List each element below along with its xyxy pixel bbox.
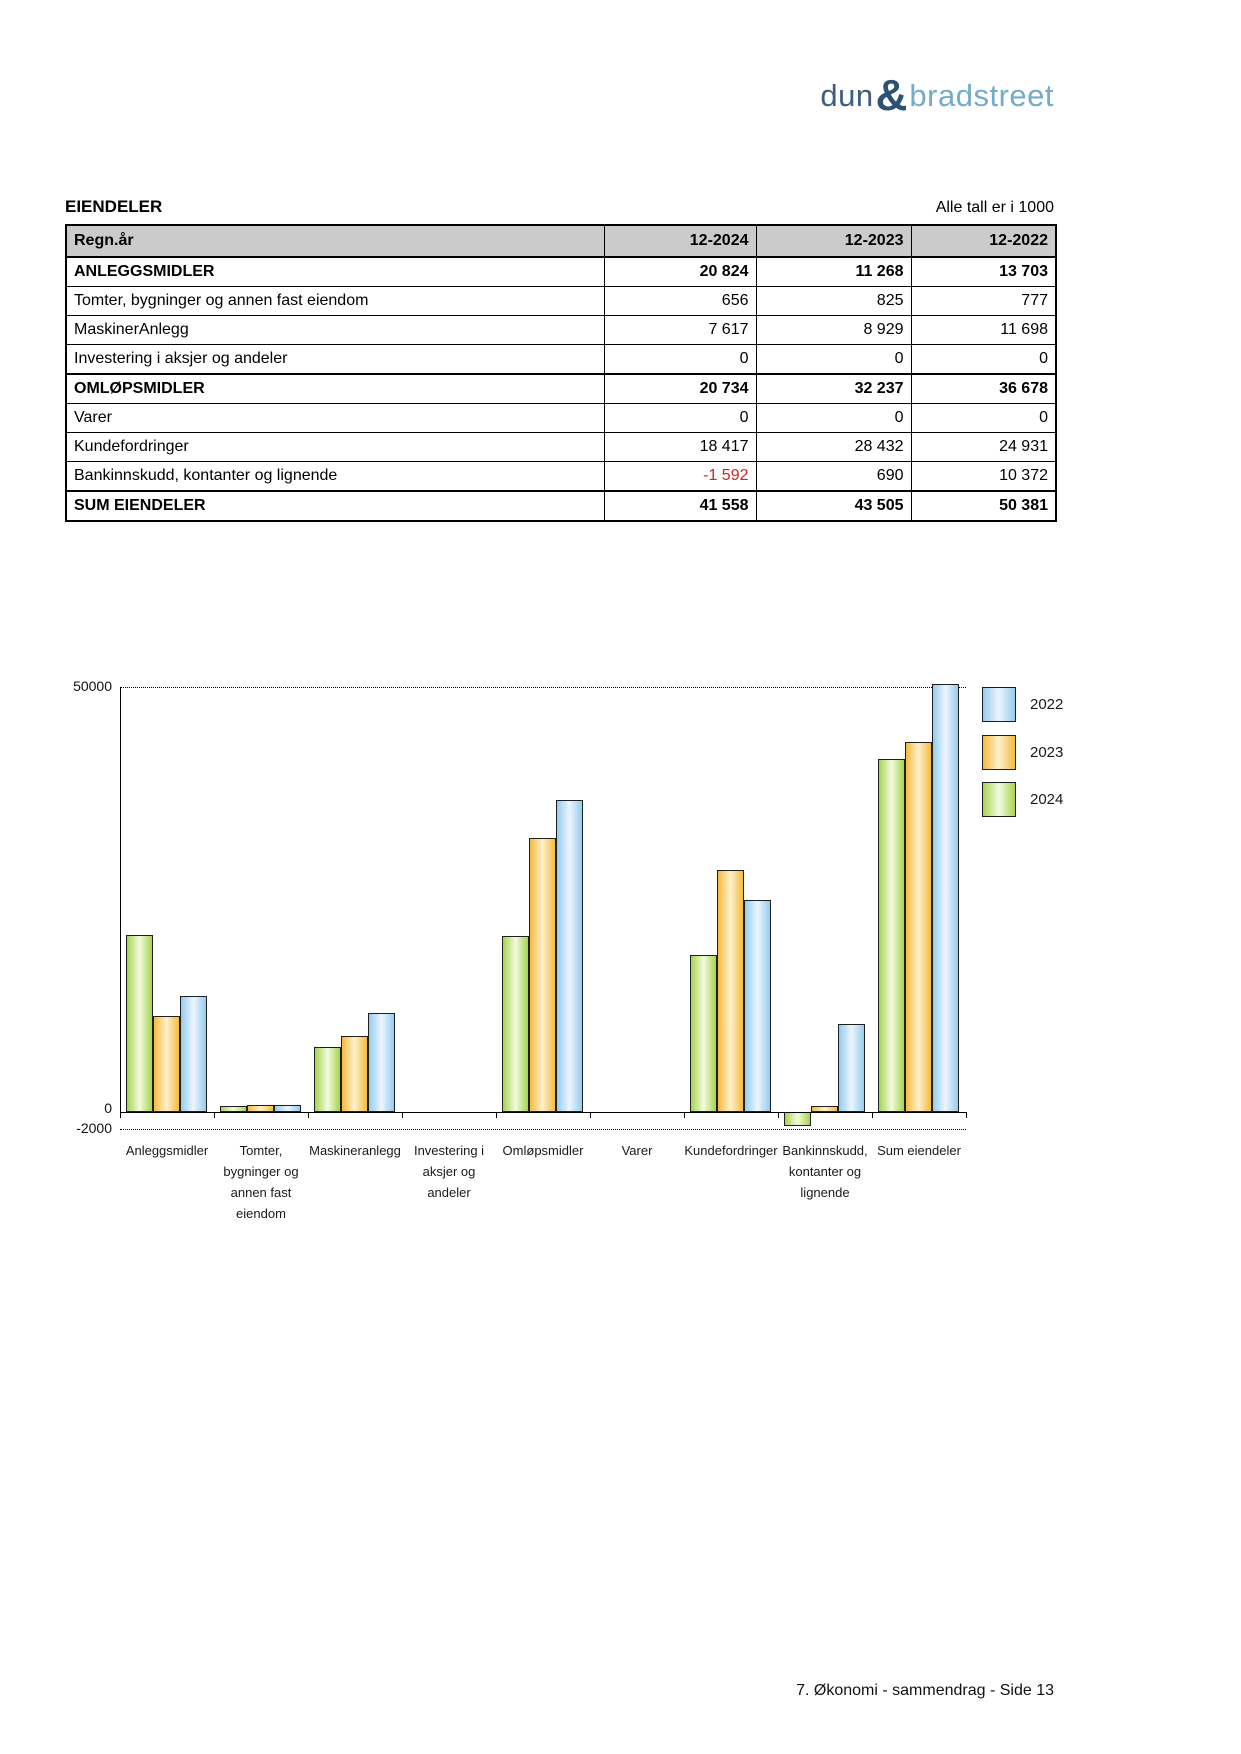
bar-2022-cat8 (932, 684, 959, 1112)
row-label: Varer (66, 404, 604, 433)
bar-2024-cat2 (314, 1047, 341, 1112)
logo-text-dun: dun (820, 78, 874, 113)
page-title: EIENDELER (65, 197, 163, 216)
category-label-line: andeler (427, 1185, 471, 1200)
category-label (622, 1140, 653, 1161)
y-axis-line (120, 687, 121, 1112)
axis-tick (778, 1112, 779, 1118)
bar-2023-cat8 (905, 742, 932, 1112)
category-label-line: annen fast (230, 1185, 292, 1200)
bar-2023-cat0 (153, 1016, 180, 1112)
axis-tick (214, 1112, 215, 1118)
axis-tick (308, 1112, 309, 1118)
category-label-line: Sum eiendeler (877, 1143, 961, 1158)
row-label: MaskinerAnlegg (66, 316, 604, 345)
axis-tick (590, 1112, 591, 1118)
cell-value: 11 268 (756, 257, 911, 287)
bar-2023-cat6 (717, 870, 744, 1112)
bar-2022-cat6 (744, 900, 771, 1112)
category-label-line: Investering i (413, 1143, 485, 1158)
legend-label-2022: 2022 (1030, 696, 1064, 713)
y-axis-tick-label: -2000 (76, 1120, 112, 1136)
assets-table-body (66, 257, 1056, 521)
column-header-1: 12-2024 (604, 225, 756, 257)
category-label (309, 1140, 401, 1161)
table-row (66, 287, 1056, 316)
row-label: Tomter, bygninger og annen fast eiendom (66, 287, 604, 316)
cell-value: 777 (911, 287, 1056, 316)
cell-value: 8 929 (756, 316, 911, 345)
column-header-3: 12-2022 (911, 225, 1056, 257)
category-label (684, 1140, 777, 1161)
cell-value: 10 372 (911, 462, 1056, 492)
legend-swatch-2022 (982, 687, 1016, 722)
table-row (66, 462, 1056, 492)
column-header-2: 12-2023 (756, 225, 911, 257)
row-label: Bankinnskudd, kontanter og lignende (66, 462, 604, 492)
gridline-ymin (120, 1129, 966, 1130)
cell-value: 0 (604, 345, 756, 375)
category-label (503, 1140, 584, 1161)
category-label-line: Kundefordringer (684, 1143, 778, 1158)
cell-value: 825 (756, 287, 911, 316)
category-label (782, 1140, 867, 1203)
axis-tick (402, 1112, 403, 1118)
gridline-ymax (120, 687, 966, 688)
category-label-line: lignende (800, 1185, 850, 1200)
row-label: OMLØPSMIDLER (66, 374, 604, 404)
bar-2024-cat4 (502, 936, 529, 1112)
category-label-line: eiendom (236, 1206, 286, 1221)
category-label (126, 1140, 208, 1161)
bar-2022-cat4 (556, 800, 583, 1112)
legend-label-2024: 2024 (1030, 791, 1064, 808)
table-row (66, 257, 1056, 287)
page-footer: 7. Økonomi - sammendrag - Side 13 (796, 1682, 1054, 1699)
table-row (66, 316, 1056, 345)
row-label: ANLEGGSMIDLER (66, 257, 604, 287)
axis-tick (872, 1112, 873, 1118)
cell-value: 18 417 (604, 433, 756, 462)
category-label-line: kontanter og (788, 1164, 862, 1179)
cell-value: 20 824 (604, 257, 756, 287)
bar-2022-cat2 (368, 1013, 395, 1112)
cell-value: 43 505 (756, 491, 911, 521)
category-label-line: Anleggsmidler (125, 1143, 209, 1158)
category-label-line: Maskineranlegg (309, 1143, 401, 1158)
assets-table-header (66, 225, 1056, 257)
category-label-line: Tomter, (239, 1143, 283, 1158)
cell-value: 0 (604, 404, 756, 433)
cell-value: 0 (911, 404, 1056, 433)
axis-tick (966, 1112, 967, 1118)
column-header-0: Regn.år (66, 225, 604, 257)
bar-2024-cat0 (126, 935, 153, 1112)
category-label (223, 1140, 298, 1224)
cell-value: 0 (756, 345, 911, 375)
category-label-line: bygninger og (223, 1164, 299, 1179)
category-label (877, 1140, 961, 1161)
x-axis-line (120, 1112, 966, 1113)
table-row (66, 433, 1056, 462)
category-label-line: aksjer og (422, 1164, 476, 1179)
cell-value: 13 703 (911, 257, 1056, 287)
bar-2023-cat2 (341, 1036, 368, 1112)
cell-value: 11 698 (911, 316, 1056, 345)
cell-value: -1 592 (604, 462, 756, 492)
units-note: Alle tall er i 1000 (935, 199, 1054, 216)
logo-ampersand-icon: & (875, 71, 908, 120)
category-label (414, 1140, 484, 1203)
axis-tick (120, 1112, 121, 1118)
row-label: SUM EIENDELER (66, 491, 604, 521)
legend-swatch-2023 (982, 735, 1016, 770)
cell-value: 50 381 (911, 491, 1056, 521)
axis-tick (496, 1112, 497, 1118)
cell-value: 0 (911, 345, 1056, 375)
table-row (66, 491, 1056, 521)
cell-value: 20 734 (604, 374, 756, 404)
legend-swatch-2024 (982, 782, 1016, 817)
legend-label-2023: 2023 (1030, 743, 1064, 761)
bar-2022-cat7 (838, 1024, 865, 1112)
table-row (66, 374, 1056, 404)
bar-2023-cat1 (247, 1105, 274, 1112)
axis-tick (684, 1112, 685, 1118)
y-axis-tick-label: 50000 (73, 678, 112, 694)
row-label: Kundefordringer (66, 433, 604, 462)
logo-text-bradstreet: bradstreet (909, 78, 1054, 113)
cell-value: 32 237 (756, 374, 911, 404)
y-axis-tick-label: 0 (104, 1100, 112, 1116)
bar-2022-cat0 (180, 996, 207, 1112)
bar-2024-cat8 (878, 759, 905, 1112)
bar-2022-cat1 (274, 1105, 301, 1112)
bar-2024-cat6 (690, 955, 717, 1112)
dnb-logo (820, 70, 1054, 120)
table-row (66, 404, 1056, 433)
header-row (66, 225, 1056, 257)
cell-value: 0 (756, 404, 911, 433)
cell-value: 24 931 (911, 433, 1056, 462)
category-label-line: Varer (621, 1143, 653, 1158)
category-label-line: Bankinnskudd, (782, 1143, 868, 1158)
cell-value: 41 558 (604, 491, 756, 521)
category-label-line: Omløpsmidler (502, 1143, 584, 1158)
assets-table (65, 224, 1057, 522)
cell-value: 656 (604, 287, 756, 316)
cell-value: 690 (756, 462, 911, 492)
bar-2023-cat4 (529, 838, 556, 1112)
cell-value: 36 678 (911, 374, 1056, 404)
table-row (66, 345, 1056, 375)
cell-value: 28 432 (756, 433, 911, 462)
cell-value: 7 617 (604, 316, 756, 345)
row-label: Investering i aksjer og andeler (66, 345, 604, 375)
bar-2024-cat7 (784, 1112, 811, 1126)
